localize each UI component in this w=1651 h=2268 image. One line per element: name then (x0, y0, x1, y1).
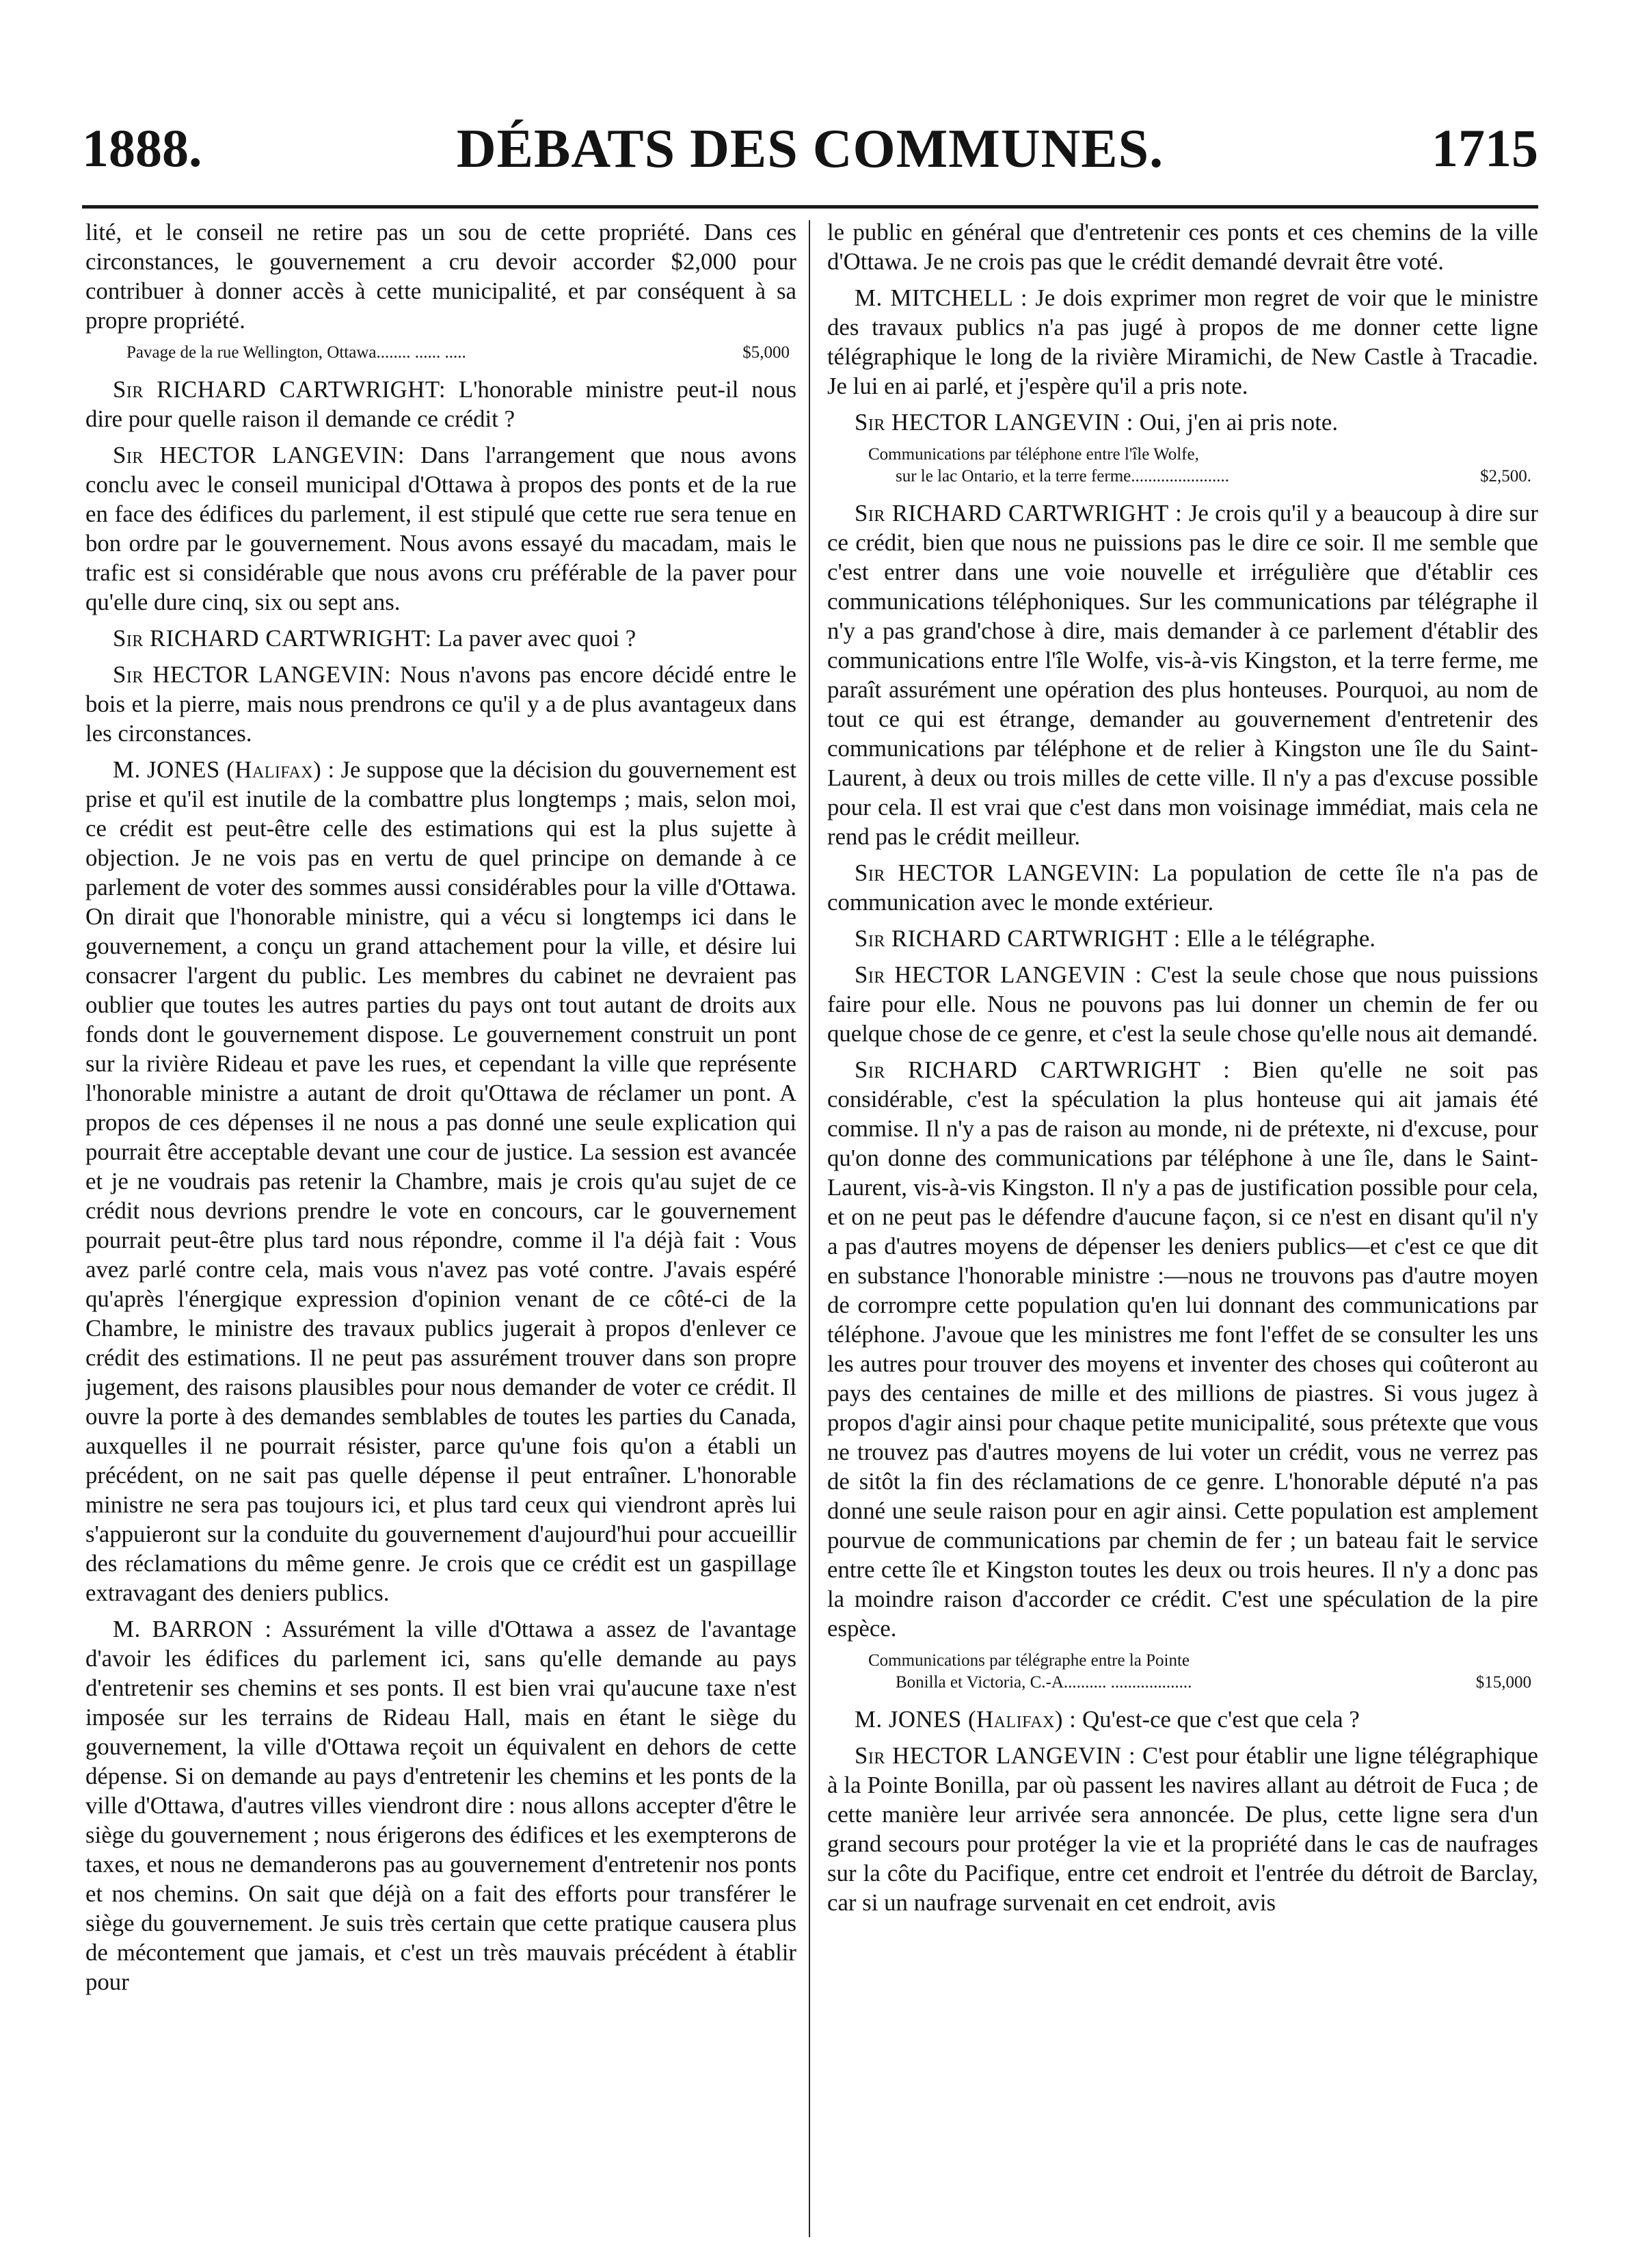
speaker-name: M. JONES (Halifax) : (113, 756, 335, 783)
speech-text: Elle a le télégraphe. (1186, 925, 1375, 952)
speech (85, 375, 796, 433)
speech-text: Oui, j'en ai pris note. (1139, 409, 1339, 436)
estimate-item (827, 444, 1538, 488)
column-divider (809, 220, 810, 2237)
speech (827, 1705, 1538, 1734)
speech-text: Je suppose que la décision du gouvernement est prise et qu'il est inutile de la combattre plus longtemps ; mais, selon moi, ce crédit est peut-être celle des estimations qui est la plus sujette à objection. Je ne vois pas en vertu de quel principe on demande à ce parlement de voter des sommes aussi considérables pour la ville d'Ottawa. On dirait que l'honorable ministre, qui a vécu si longtemps ici dans le gouvernement, a conçu un grand attachement pour la ville, et désire lui consacrer l'argent du public. Les membres du cabinet ne devraient pas oublier que toutes les autres parties du pays ont tout autant de droits aux fonds dont le gouvernement dispose. Le gouvernement construit un pont sur la rivière Rideau et pave les rues, et cependant la ville que représente l'honorable ministre a autant de droit qu'Ottawa de réclamer un pont. A propos de ces dépenses il ne nous a pas donné une seule explication qui pourrait être acceptable devant une cour de justice. La session est avancée et je ne voudrais pas retenir la Chambre, mais je crois qu'au sujet de ce crédit nous devrions prendre le vote en concours, car le gouvernement pourrait peut-être plus tard nous répondre, comme il l'a déjà fait : Vous avez parlé contre cela, mais vous n'avez pas voté contre. J'avais espéré qu'après l'énergique expression d'opinion venant de ce côté-ci de la Chambre, le ministre des travaux publics jugerait à propos d'enlever ce crédit des estimations. Il ne peut pas assurément trouver dans son propre jugement, des raisons plausibles pour nous demander de voter ce crédit. Il ouvre la porte à des demandes semblables de toutes les parties du Canada, auxquelles il ne pourrait résister, parce qu'une fois qu'on a établi un précédent, on ne sait pas quelle dépense il peut entraîner. L'honorable ministre ne sera pas toujours ici, et plus tard ceux qui viendront après lui s'appuieront sur la conduite du gouvernement d'aujourd'hui pour accueillir des réclamations du même genre. Je crois que ce crédit est un gaspillage extravagant des deniers publics. (85, 756, 796, 1606)
speech-text: L'honorable ministre peut-il nous dire pour quelle raison il demande ce crédit ? (85, 376, 796, 432)
speech-text: Nous n'avons pas encore décidé entre le bois et la pierre, mais nous prendrons ce qu'il y a de plus avantageux dans les circonstances. (85, 661, 796, 747)
estimate-amount: $2,500. (1480, 467, 1531, 485)
speech-text: La paver avec quoi ? (438, 625, 636, 652)
estimate-item (85, 342, 796, 364)
speech (827, 960, 1538, 1048)
speech-text: C'est pour établir une ligne télégraphique à la Pointe Bonilla, par où passent les navires allant au détroit de Fuca ; de cette manière leur arrivée sera annoncée. De plus, cette ligne sera d'un grand secours pour protéger la vie et la propriété dans le cas de naufrages sur la côte du Pacifique, entre cet endroit et l'entrée du détroit de Barclay, car si un naufrage survenait en cet endroit, avis (827, 1742, 1538, 1916)
estimate-item (827, 1650, 1538, 1694)
speech (827, 408, 1538, 437)
speech (827, 924, 1538, 953)
speaker-name: Sir RICHARD CARTWRIGHT : (855, 925, 1181, 952)
speech (85, 624, 796, 653)
estimate-label: Communications par télégraphe entre la Pointe (868, 1651, 1190, 1670)
speaker-name: Sir RICHARD CARTWRIGHT: (113, 625, 432, 652)
estimate-amount: $15,000 (1475, 1673, 1531, 1692)
estimate-amount: $5,000 (742, 343, 790, 362)
estimate-label: Pavage de la rue Wellington, Ottawa........ ...... ..... (126, 343, 466, 362)
right-column (827, 217, 1538, 2241)
speech (827, 1055, 1538, 1643)
speaker-name: M. BARRON : (113, 1616, 272, 1642)
speech (85, 755, 796, 1607)
speaker-name: Sir HECTOR LANGEVIN : (855, 961, 1142, 988)
speaker-name: Sir HECTOR LANGEVIN : (855, 409, 1133, 436)
speaker-name: M. JONES (Halifax) : (855, 1706, 1077, 1733)
speaker-name: Sir HECTOR LANGEVIN: (113, 442, 405, 468)
speaker-name: Sir RICHARD CARTWRIGHT : (855, 1056, 1231, 1083)
page-header (82, 118, 1538, 197)
left-column (85, 217, 796, 2241)
speaker-name: M. MITCHELL : (855, 284, 1028, 311)
estimate-label-line2: Bonilla et Victoria, C.-A.......... ................... $15,000 (868, 1672, 1531, 1694)
page-number: 1715 (1432, 118, 1538, 178)
speech-text: Qu'est-ce que c'est que cela ? (1082, 1706, 1360, 1733)
speech (85, 660, 796, 748)
speech (827, 1741, 1538, 1917)
page-year: 1888. (82, 118, 202, 178)
speech-text: Bien qu'elle ne soit pas considérable, c'est la spéculation la plus honteuse qui ait jamais été commise. Il n'y a pas de raison au monde, ni de prétexte, ni d'excuse, pour qu'on donne des communications par téléphone à une île, dans le Saint-Laurent, vis-à-vis Kingston. Il n'y a pas de justification possible pour cela, et on ne peut pas le défendre d'aucune façon, si ce n'est en disant qu'il n'y a pas d'autres moyens de dépenser les deniers publics—et c'est ce que dit en substance l'honorable ministre :—nous ne trouvons pas d'autre moyen de corrompre cette population qu'en lui donnant des communications par téléphone. J'avoue que les ministres me font l'effet de se consulter les uns les autres pour trouver des moyens et inventer des choses qui coûteront au pays des centaines de mille et des millions de piastres. Si vous jugez à propos d'agir ainsi pour chaque petite municipalité, sous prétexte que vous ne trouvez pas d'autres moyens de lui voter un crédit, vous ne verrez pas de sitôt la fin des réclamations de ce genre. L'honorable député n'a pas donné une seule raison pour en agir ainsi. Cette population est amplement pourvue de communications par chemin de fer ; un bateau fait le service entre cette île et Kingston toutes les deux ou trois heures. Il n'y a donc pas la moindre raison d'accorder ce crédit. C'est une spéculation de la pire espèce. (827, 1056, 1538, 1642)
estimate-label-line2: sur le lac Ontario, et la terre ferme....................... $2,500. (868, 466, 1531, 488)
speaker-name: Sir RICHARD CARTWRIGHT: (113, 376, 446, 403)
speech (85, 440, 796, 617)
page-title: DÉBATS DES COMMUNES. (456, 119, 1164, 179)
speaker-name: Sir HECTOR LANGEVIN : (855, 1742, 1136, 1769)
paragraph: le public en général que d'entretenir ces ponts et ces chemins de la ville d'Ottawa. Je ne crois pas que le crédit demandé devrait être voté. (827, 219, 1538, 275)
speech-text: La population de cette île n'a pas de communication avec le monde extérieur. (827, 859, 1538, 916)
speaker-name: Sir HECTOR LANGEVIN: (855, 859, 1140, 886)
speech (85, 1614, 796, 1997)
estimate-label: Communications par téléphone entre l'île Wolfe, (868, 445, 1199, 464)
speech (827, 283, 1538, 401)
speech (827, 858, 1538, 917)
speech-text: Je crois qu'il y a beaucoup à dire sur ce crédit, bien que nous ne puissions pas le dire ce soir. Il me semble que c'est entrer dans une voie nouvelle et irrégulière que d'établir ces communications téléphoniques. Sur les communications par télégraphe il n'y a pas grand'chose à dire, mais demander à ce parlement d'établir des communications entre l'île Wolfe, vis-à-vis Kingston, et la terre ferme, me paraît assurément une opération des plus honteuses. Pourquoi, au nom de tout ce qui est étrange, demander au gouvernement d'entretenir des communications par téléphone et de relier à Kingston une île du Saint-Laurent, à deux ou trois milles de cette ville. Il n'y a pas d'excuse possible pour cela. Il est vrai que c'est dans mon voisinage immédiat, mais cela ne rend pas le crédit meilleur. (827, 500, 1538, 850)
speaker-name: Sir RICHARD CARTWRIGHT : (855, 500, 1183, 526)
speech (827, 498, 1538, 851)
speech-text: Je dois exprimer mon regret de voir que le ministre des travaux publics n'a pas jugé à propos de me donner cette ligne télégraphique le long de la rivière Miramichi, de New Castle à Tracadie. Je lui en ai parlé, et j'espère qu'il a pris note. (827, 284, 1538, 399)
speech-text: Dans l'arrangement que nous avons conclu avec le conseil municipal d'Ottawa à propos des ponts et de la rue en face des édifices du parlement, il est stipulé que cette rue sera tenue en bon ordre par le gouvernement. Nous avons essayé du macadam, mais le trafic est si considérable que nous avons cru préférable de la paver pour qu'elle dure cinq, six ou sept ans. (85, 442, 796, 615)
paragraph: lité, et le conseil ne retire pas un sou de cette propriété. Dans ces circonstances, le gouvernement a cru devoir accorder $2,000 pour contribuer à donner accès à cette municipalité, et par conséquent à sa propre propriété. (85, 219, 796, 334)
speaker-name: Sir HECTOR LANGEVIN: (113, 661, 392, 688)
speech-text: Assurément la ville d'Ottawa a assez de l'avantage d'avoir les édifices du parlement ici, sans qu'elle demande au pays d'entretenir ses chemins et ses ponts. Il est bien vrai qu'aucune taxe n'est imposée sur les terrains de Rideau Hall, mais en étant le siège du gouvernement, la ville d'Ottawa reçoit un équivalent en dehors de cette dépense. Si on demande au pays d'entretenir les chemins et les ponts de la ville d'Ottawa, d'autres villes viendront dire : nous allons accepter d'être le siège du gouvernement ; nous érigerons des édifices et les exempterons de taxes, et nous ne demanderons pas au gouvernement d'entretenir nos ponts et nos chemins. On sait que déjà on a fait des efforts pour transférer le siège du gouvernement. Je suis très certain que cette pratique causera plus de mécontement que jamais, et c'est un très mauvais précédent à établir pour (85, 1616, 796, 1995)
header-rule (82, 205, 1538, 209)
speech-text: C'est la seule chose que nous puissions faire pour elle. Nous ne pouvons pas lui donner un chemin de fer ou quelque chose de ce genre, et c'est la seule chose qu'elle nous ait demandé. (827, 961, 1538, 1047)
